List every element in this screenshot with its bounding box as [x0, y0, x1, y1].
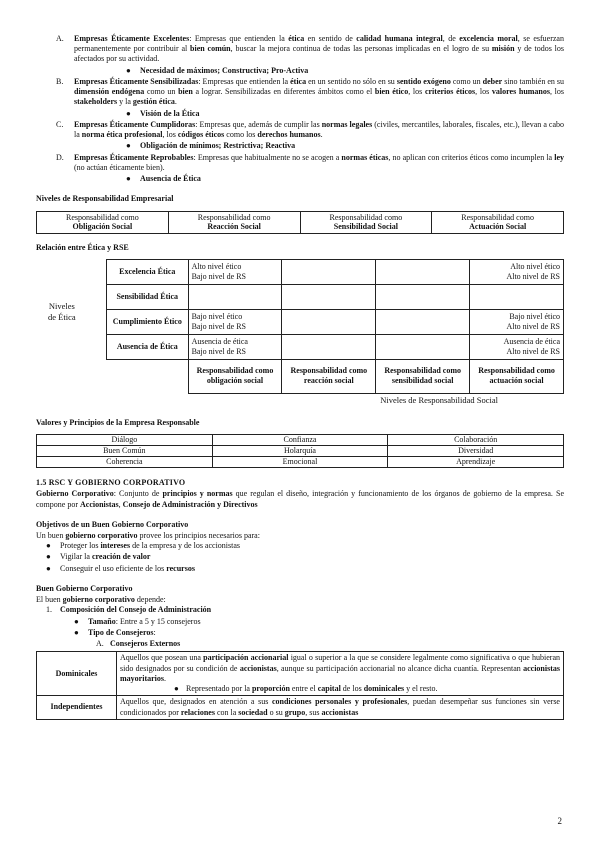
table-row: Responsabilidad como obligación social Responsabilidad como reacción social Responsabilidad como sensibilidad social Responsabilidad como actuación social [107, 359, 564, 393]
good-governance-title: Buen Gobierno Corporativo [36, 583, 133, 593]
good-governance-intro: El buen gobierno corporativo depende: [36, 595, 166, 605]
list-item: ● Tamaño: Entre a 5 y 15 consejeros [74, 616, 201, 626]
relation-x-label: Niveles de Responsabilidad Social [380, 394, 498, 405]
type-item-a: A. Empresas Éticamente Excelentes: Empresas que entienden la ética en sentido de calidad humana integral, de excelencia moral, se esfuerzan permanentemente por contribuir al bien común, buscar la mejora continua de todas las personas implicadas en el logro de su misión y de todos los afectados por su actividad. [56, 34, 564, 64]
table-row: Diálogo Confianza Colaboración [37, 435, 564, 446]
type-item-d: D. Empresas Éticamente Reprobables: Empresas que habitualmente no se acogen a normas éticas, no aplican con criterios éticos como incumplen la ley (no actúan éticamente bien). [56, 152, 564, 172]
type-item-c-sub: ● Obligación de mínimos; Restrictiva; Reactiva [126, 141, 296, 151]
relation-y-label: Niveles de Ética [48, 300, 76, 322]
list-item: ● Vigilar la creación de valor [46, 552, 151, 562]
relation-matrix [36, 259, 564, 406]
type-item-d-sub: ● Ausencia de Ética [126, 174, 201, 184]
lettered-item: A. Consejeros Externos [96, 639, 181, 649]
list-item: ● Proteger los intereses de la empresa y de los accionistas [46, 541, 241, 551]
bullet-icon: ● [74, 627, 79, 637]
bullet-icon: ● [126, 141, 131, 151]
bullet-icon: ● [126, 174, 131, 184]
table-row: Buen Común Holarquía Diversidad [37, 446, 564, 457]
counselors-table [36, 651, 564, 719]
type-item-c: C. Empresas Éticamente Cumplidoras: Empresas que, además de cumplir las normas legales (civiles, mercantiles, laborales, fiscales, etc.), llevan a cabo la norma ética profesional, los códigos éticos como los derechos humanos. [56, 119, 565, 140]
page-number: 2 [557, 816, 562, 826]
objectives-title: Objetivos de un Buen Gobierno Corporativo [36, 519, 189, 529]
table-row: Dominicales Aquellos que posean una participación accionarial igual o superior a la que se considere legalmente como significativa o que hubieran sido designados por su condición de accionistas, aunque su participación accionarial no alcance dicha cuantía. Representan accionistas mayoritarios. ● Representado por la proporción entre el capital de los dominicales y el resto. [37, 652, 564, 696]
bullet-icon: ● [174, 684, 179, 694]
values-title: Valores y Principios de la Empresa Responsable [36, 417, 200, 427]
bullet-icon: ● [126, 65, 131, 75]
table-row: Cumplimiento Ético Bajo nivel ético Bajo nivel de RS Bajo nivel ético Alto nivel de RS [107, 309, 564, 334]
bullet-icon: ● [46, 552, 51, 562]
objectives-intro: Un buen gobierno corporativo provee los principios necesarios para: [36, 530, 260, 540]
levels-cell: Responsabilidad como Reacción Social [168, 211, 300, 233]
section-heading: 1.5 RSC Y GOBIERNO CORPORATIVO [36, 478, 186, 488]
values-table [36, 434, 564, 468]
numbered-item: 1. Composición del Consejo de Administración [46, 605, 212, 615]
type-item-b: B. Empresas Éticamente Sensibilizadas: Empresas que entienden la ética en un sentido no sólo en su sentido exógeno como un deber sino también en su dimensión endógena como un bien a lograr. Sensibilizadas en diferentes ámbitos como el bien ético, los criterios éticos, los valores humanos, los stakeholders y la gestión ética. [56, 76, 565, 107]
levels-title: Niveles de Responsabilidad Empresarial [36, 194, 174, 204]
table-row: Excelencia Ética Alto nivel ético Bajo nivel de RS Alto nivel ético Alto nivel de RS [107, 259, 564, 284]
table-row: Coherencia Emocional Aprendizaje [37, 457, 564, 468]
levels-table [36, 211, 564, 234]
levels-cell: Responsabilidad como Sensibilidad Social [300, 211, 432, 233]
list-item: ● Tipo de Consejeros: [74, 627, 156, 637]
type-item-b-sub: ● Visión de la Ética [126, 108, 200, 118]
bullet-icon: ● [46, 541, 51, 551]
levels-cell: Responsabilidad como Obligación Social [37, 211, 169, 233]
table-row: Sensibilidad Ética [107, 284, 564, 309]
levels-cell: Responsabilidad como Actuación Social [432, 211, 564, 233]
relation-title: Relación entre Ética y RSE [36, 242, 129, 252]
relation-table [106, 259, 564, 394]
governance-definition: Gobierno Corporativo: Conjunto de principios y normas que regulan el diseño, integración y funcionamiento de los órganos de gobierno de la empresa. Se compone por Accionistas, Consejo de Administración y Directivos [36, 489, 564, 509]
table-row: Ausencia de Ética Ausencia de ética Bajo nivel de RS Ausencia de ética Alto nivel de RS [107, 334, 564, 359]
bullet-icon: ● [126, 108, 131, 118]
type-item-a-sub: ● Necesidad de máximos; Constructiva; Pro-Activa [126, 65, 309, 75]
table-row: Independientes Aquellos que, designados en atención a sus condiciones personales y profesionales, puedan desempeñar sus funciones sin verse condicionados por relaciones con la sociedad o su grupo, sus accionistas [37, 696, 564, 719]
bullet-icon: ● [74, 616, 79, 626]
bullet-icon: ● [46, 563, 51, 573]
list-item: ● Conseguir el uso eficiente de los recursos [46, 563, 195, 573]
